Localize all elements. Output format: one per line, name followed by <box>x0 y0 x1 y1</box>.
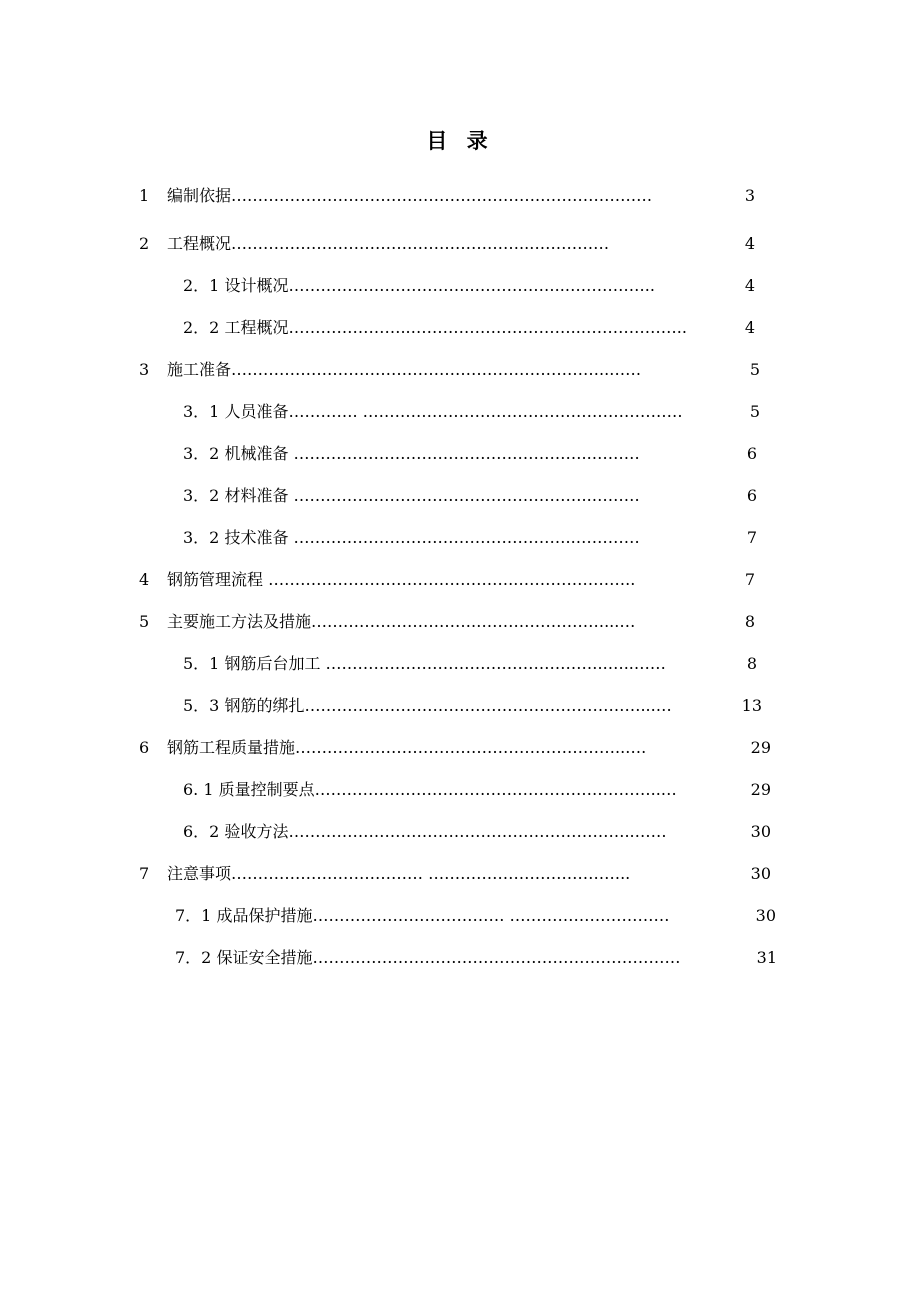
toc-entry-number: 7 <box>139 864 150 883</box>
toc-entry-title: 注意事项……………………………… ……………………………….. <box>167 864 631 883</box>
toc-entry-2[interactable] <box>139 232 755 256</box>
toc-entry-page: 3 <box>744 186 755 205</box>
toc-entry-title: 2．1 设计概况……………………………..……………..…………….. <box>183 276 655 295</box>
toc-entry-6-1[interactable] <box>183 778 771 802</box>
toc-entry-title: 主要施工方法及措施………………………….……………………...… <box>167 612 636 631</box>
toc-entry-page: 4 <box>744 234 755 253</box>
toc-entry-title: 7．1 成品保护措施……………………………… ………………………… <box>175 906 670 925</box>
toc-entry-page: 7 <box>746 528 757 547</box>
toc-entry-5-3[interactable] <box>183 694 762 718</box>
toc-entry-7-1[interactable] <box>175 904 776 928</box>
toc-entry-page: 13 <box>741 696 762 715</box>
toc-entry-4[interactable] <box>139 568 755 592</box>
toc-entry-title: 施工准备……………………………………………………………..…… <box>167 360 642 379</box>
toc-entry-title: 3．2 材料准备 ………………………………………………..……… <box>183 486 640 505</box>
toc-entry-3-2[interactable] <box>183 442 757 466</box>
toc-entry-2-2[interactable] <box>183 316 755 340</box>
toc-entry-2-1[interactable] <box>183 274 755 298</box>
toc-entry-title: 5．1 钢筋后台加工 ……………………………………………..…..…… <box>183 654 666 673</box>
toc-entry-3-2[interactable] <box>183 484 757 508</box>
toc-entry-page: 8 <box>744 612 755 631</box>
toc-entry-title: 钢筋管理流程 ……………………………………….………………….. <box>167 570 636 589</box>
toc-entry-page: 29 <box>750 780 771 799</box>
toc-entry-title: 工程概况………………………………………………..…………… <box>167 234 610 253</box>
toc-entry-page: 8 <box>746 654 757 673</box>
toc-entry-number: 1 <box>139 186 150 205</box>
toc-entry-number: 6 <box>139 738 150 757</box>
toc-entry-title: 3．1 人员准备…………. …………………………………………………… <box>183 402 683 421</box>
toc-entry-3-2[interactable] <box>183 526 757 550</box>
toc-entry-3[interactable] <box>139 358 760 382</box>
toc-entry-title: 5．3 钢筋的绑扎………………………………………………………...… <box>183 696 672 715</box>
toc-entry-5-1[interactable] <box>183 652 757 676</box>
toc-entry-3-1[interactable] <box>183 400 760 424</box>
toc-title: 目 录 <box>426 129 494 153</box>
toc-entry-title: 编制依据………………………………………………….………………… <box>167 186 653 205</box>
toc-entry-page: 4 <box>744 276 755 295</box>
toc-entry-page: 5 <box>749 402 760 421</box>
toc-entry-page: 30 <box>750 864 771 883</box>
toc-entry-page: 30 <box>750 822 771 841</box>
toc-entry-number: 2 <box>139 234 150 253</box>
toc-entry-number: 4 <box>139 570 150 589</box>
toc-entry-page: 31 <box>756 948 777 967</box>
toc-entry-5[interactable] <box>139 610 755 634</box>
toc-entry-6-2[interactable] <box>183 820 771 844</box>
toc-entry-title: 3．2 机械准备 ………………………………………………..……… <box>183 444 640 463</box>
toc-entry-title: 钢筋工程质量措施……………………………………………………..…. <box>167 738 647 757</box>
toc-entry-title: 6．2 验收方法………………………………………………………..…… <box>183 822 667 841</box>
toc-entry-number: 3 <box>139 360 150 379</box>
toc-entry-6[interactable] <box>139 736 771 760</box>
toc-entry-page: 6 <box>746 486 757 505</box>
toc-entry-title: 2．2 工程概况…………………..…………………………..……………….. <box>183 318 687 337</box>
toc-entry-number: 5 <box>139 612 150 631</box>
toc-entry-7-2[interactable] <box>175 946 777 970</box>
toc-entry-title: 3．2 技术准备 ……………………………………………..………… <box>183 528 640 547</box>
toc-entry-page: 4 <box>744 318 755 337</box>
toc-entry-page: 5 <box>749 360 760 379</box>
toc-entry-page: 29 <box>750 738 771 757</box>
toc-entry-page: 7 <box>744 570 755 589</box>
toc-entry-title: 7．2 保证安全措施…………………………………………………………… <box>175 948 681 967</box>
toc-entry-page: 30 <box>755 906 776 925</box>
toc-entry-1[interactable] <box>139 184 755 208</box>
toc-entry-7[interactable] <box>139 862 771 886</box>
toc-entry-page: 6 <box>746 444 757 463</box>
toc-entry-title: 6. 1 质量控制要点………………………………………………………..… <box>183 780 677 799</box>
